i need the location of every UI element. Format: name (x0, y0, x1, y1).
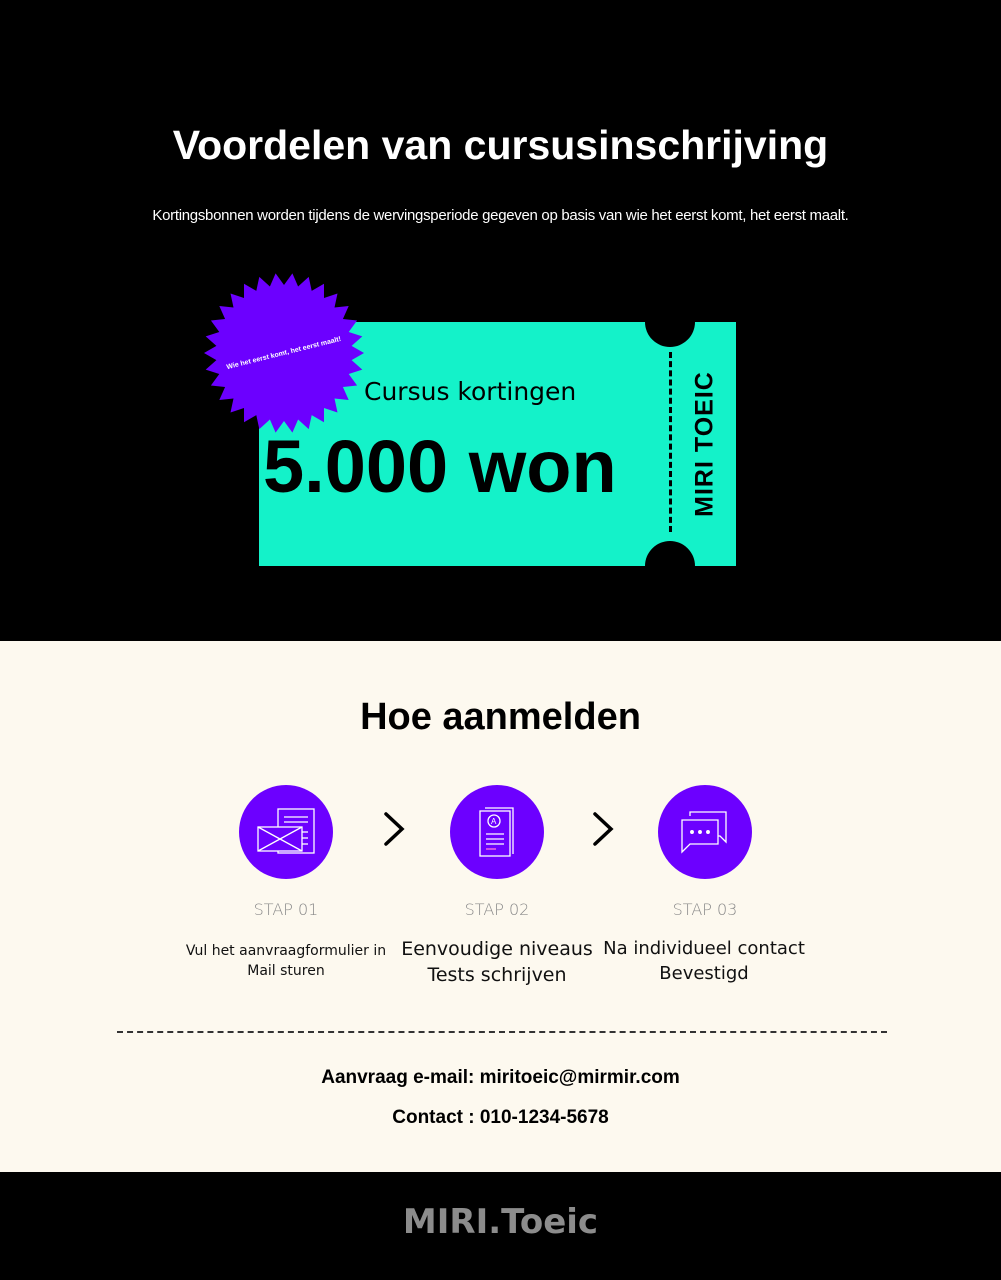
coupon-label: Cursus kortingen (364, 377, 577, 406)
chevron-right-icon (382, 811, 406, 847)
step-1-description: Vul het aanvraagformulier in Mail sturen (185, 943, 387, 979)
benefits-title: Voordelen van cursusinschrijving (172, 122, 829, 168)
svg-text:A: A (491, 817, 497, 826)
coupon-notch-top (645, 297, 695, 347)
chevron-right-icon (591, 811, 615, 847)
footer-logo: MIRI.Toeic (402, 1202, 599, 1242)
step-1-label: STAP 01 (253, 900, 319, 919)
benefits-subtitle: Kortingsbonnen worden tijdens de wervingsperiode gegeven op basis van wie het eerst komt, het eerst maalt. (152, 207, 849, 224)
step-2-label: STAP 02 (464, 900, 530, 919)
badge-text: Wie het eerst komt, het eerst maalt! (225, 335, 343, 371)
howto-section (0, 641, 1001, 1172)
mail-form-icon (256, 807, 316, 857)
contact-phone: Contact : 010-1234-5678 (392, 1107, 609, 1128)
step-3-description: Na individueel contact Bevestigd (603, 938, 805, 984)
step-3-label: STAP 03 (672, 900, 738, 919)
step-1-circle (239, 785, 333, 879)
divider (117, 1031, 887, 1033)
contact-email: Aanvraag e-mail: miritoeic@mirmir.com (321, 1067, 680, 1088)
step-3-circle (658, 785, 752, 879)
step-2-circle (450, 785, 544, 879)
coupon-amount: 5.000 won (263, 425, 617, 508)
starburst-badge (203, 272, 365, 434)
howto-title: Hoe aanmelden (360, 696, 641, 738)
coupon-brand: MIRI TOEIC (690, 371, 719, 517)
footer (0, 1172, 1001, 1280)
step-2-description: Eenvoudige niveaus Tests schrijven (401, 938, 593, 986)
coupon-perforation (669, 352, 672, 532)
coupon-notch-bottom (645, 541, 695, 591)
chat-bubbles-icon (680, 810, 730, 854)
test-document-icon (477, 806, 517, 858)
